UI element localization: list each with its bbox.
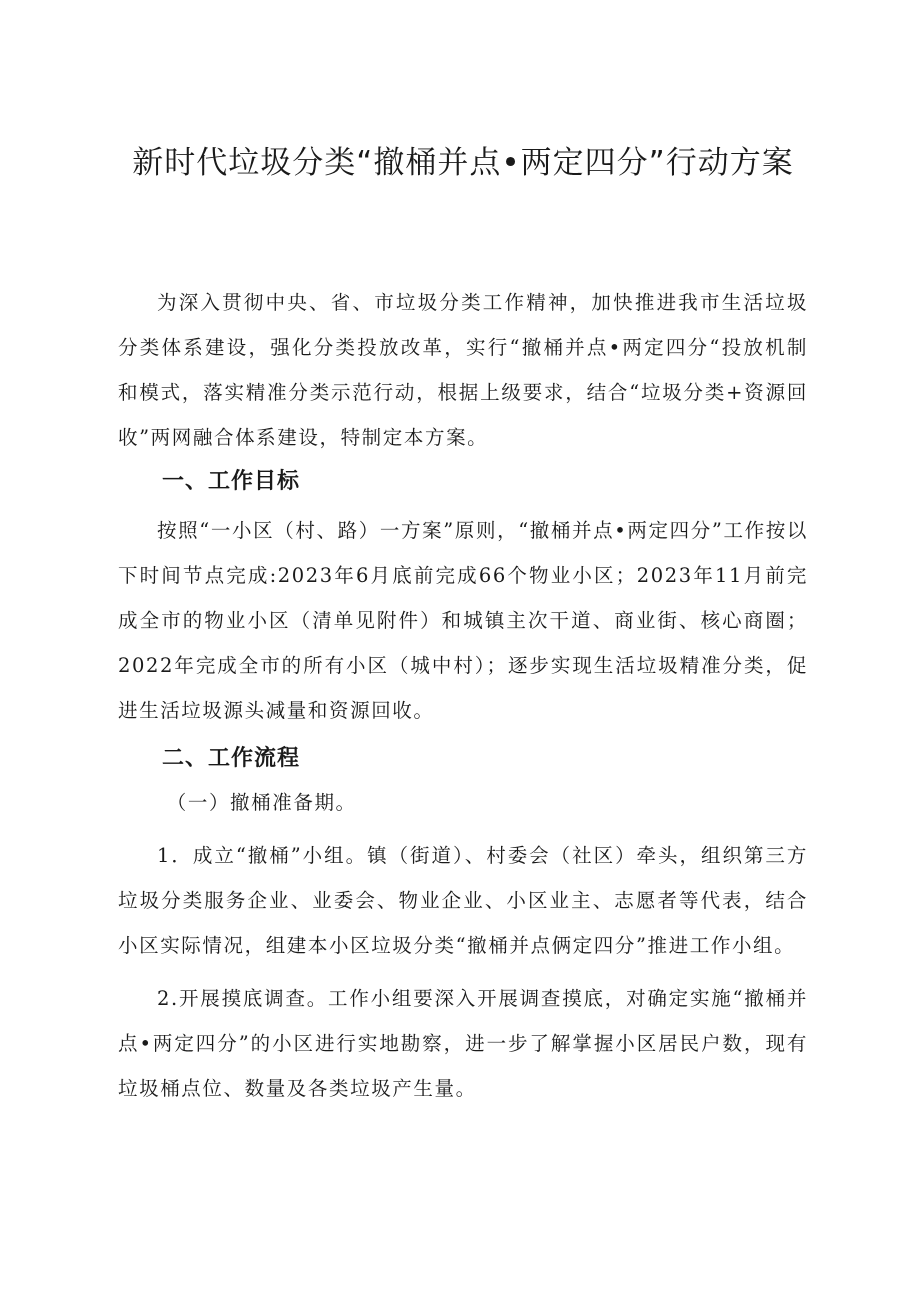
process-item-2: 2.开展摸底调查。工作小组要深入开展调查摸底，对确定实施“撤桶并点•两定四分”的小区进行实地勘察，进一步了解掌握小区居民户数，现有垃圾桶点位、数量及各类垃圾产生量。 bbox=[118, 987, 808, 1100]
section-heading-process: 二、工作流程 bbox=[162, 746, 301, 771]
section-heading-goals: 一、工作目标 bbox=[162, 469, 301, 494]
process-item-1: 1．成立“撤桶”小组。镇（街道）、村委会（社区）牵头，组织第三方垃圾分类服务企业、业委会、物业企业、小区业主、志愿者等代表，结合小区实际情况，组建本小区垃圾分类“撤桶并点俩定四分”推进工作小组。 bbox=[118, 844, 808, 957]
document-body bbox=[118, 280, 808, 1111]
document-title: 新时代垃圾分类“撤桶并点•两定四分”行动方案 bbox=[132, 145, 794, 181]
intro-paragraph: 为深入贯彻中央、省、市垃圾分类工作精神，加快推进我市生活垃圾分类体系建设，强化分类投放改革，实行“撤桶并点•两定四分“投放机制和模式，落实精准分类示范行动，根据上级要求，结合“垃圾分类+资源回收”两网融合体系建设，特制定本方案。 bbox=[118, 291, 808, 449]
subheading-preparation: （一）撤桶准备期。 bbox=[166, 791, 357, 814]
goals-paragraph: 按照“一小区（村、路）一方案”原则，“撤桶并点•两定四分”工作按以下时间节点完成:2023年6月底前完成66个物业小区；2023年11月前完成全市的物业小区（清单见附件）和城镇主次干道、商业街、核心商圈；2022年完成全市的所有小区（城中村）；逐步实现生活垃圾精准分类，促进生活垃圾源头减量和资源回收。 bbox=[118, 519, 808, 722]
